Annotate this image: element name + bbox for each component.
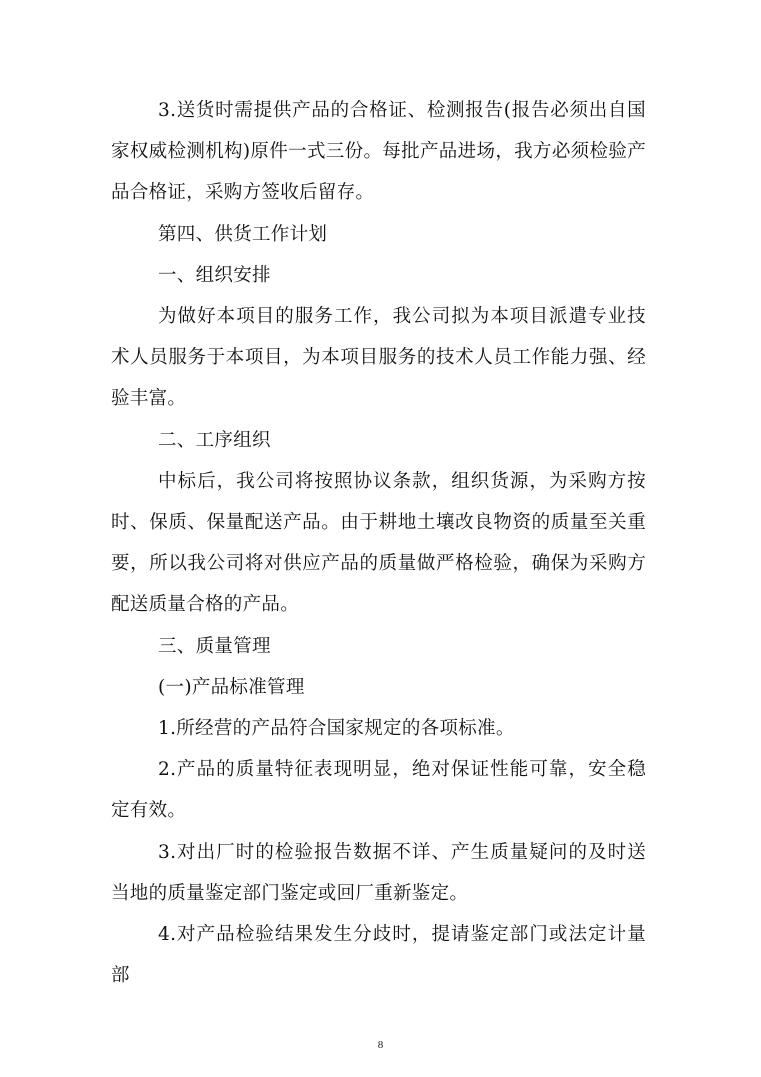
list-item-2: 2.产品的质量特征表现明显，绝对保证性能可靠，安全稳定有效。 <box>111 759 646 822</box>
subheading-organization: 一、组织安排 <box>158 264 271 286</box>
paragraph-delivery-certificates: 3.送货时需提供产品的合格证、检测报告(报告必须出自国家权威检测机构)原件一式三份。每批产品进场，我方必须检验产品合格证，采购方签收后留存。 <box>111 100 646 204</box>
list-item-4: 4.对产品检验结果发生分歧时，提请鉴定部门或法定计量部 <box>111 924 646 987</box>
document-body <box>111 90 646 996</box>
section-heading-supply-plan: 第四、供货工作计划 <box>158 223 328 245</box>
subheading-quality-management: 三、质量管理 <box>158 635 271 657</box>
paragraph-organization: 为做好本项目的服务工作，我公司拟为本项目派遣专业技术人员服务于本项目，为本项目服务的技术人员工作能力强、经验丰富。 <box>111 306 646 410</box>
subheading-product-standards: (一)产品标准管理 <box>158 676 305 698</box>
page-number: 8 <box>377 1039 384 1051</box>
paragraph-process: 中标后，我公司将按照协议条款，组织货源，为采购方按时、保质、保量配送产品。由于耕地土壤改良物资的质量至关重要，所以我公司将对供应产品的质量做严格检验，确保为采购方配送质量合格的产品。 <box>111 470 646 616</box>
subheading-process: 二、工序组织 <box>158 429 271 451</box>
list-item-3: 3.对出厂时的检验报告数据不详、产生质量疑问的及时送当地的质量鉴定部门鉴定或回厂重新鉴定。 <box>111 841 646 904</box>
list-item-1: 1.所经营的产品符合国家规定的各项标准。 <box>158 718 515 740</box>
